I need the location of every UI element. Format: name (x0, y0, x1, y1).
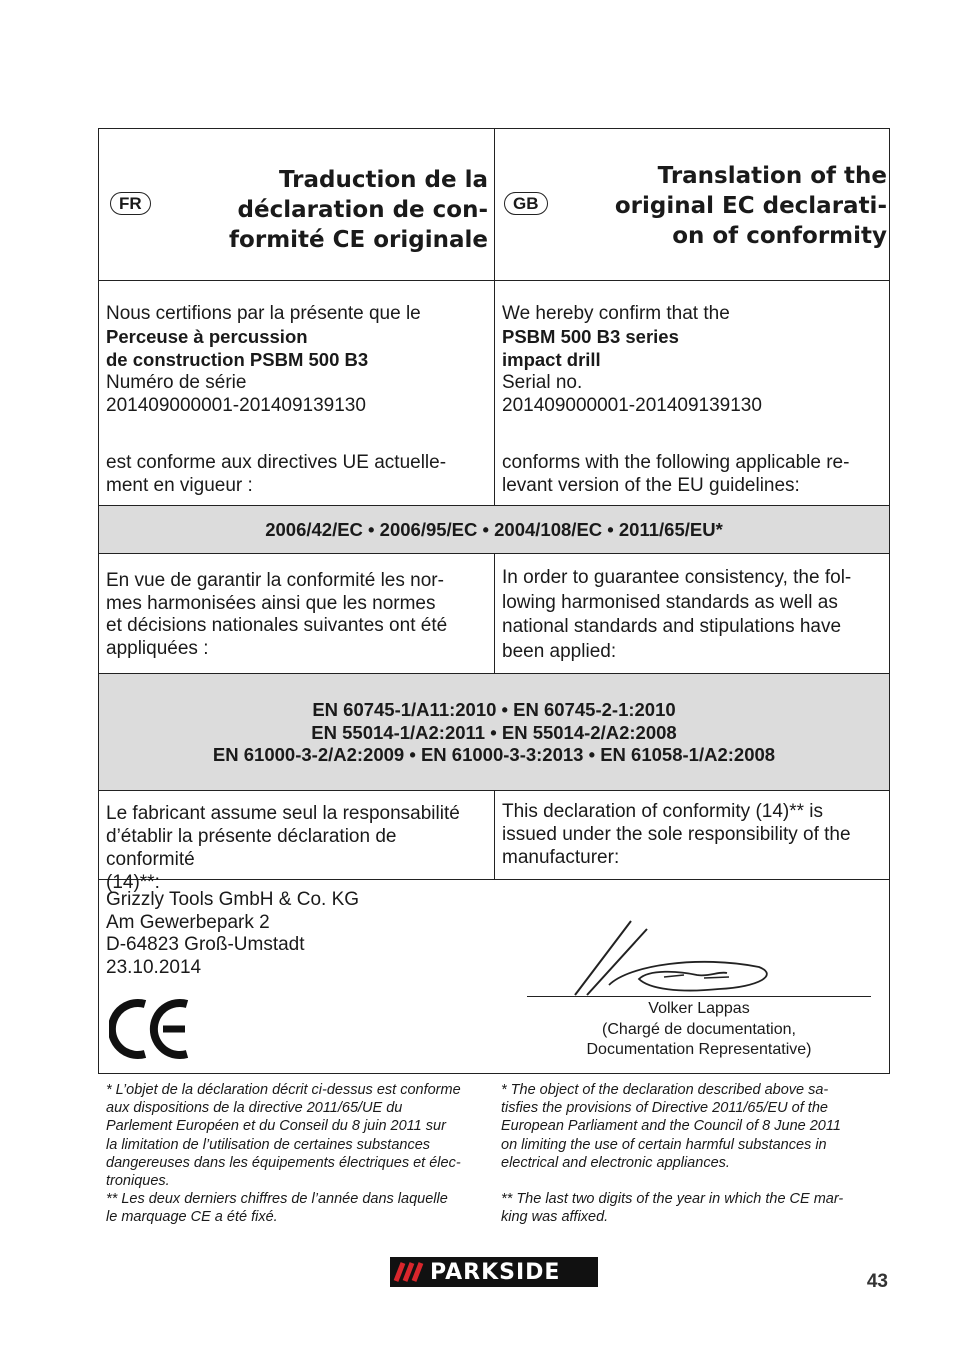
declaration-date: 23.10.2014 (106, 957, 202, 979)
manufacturer-name: Grizzly Tools GmbH & Co. KG (106, 889, 360, 910)
signature-line (527, 996, 871, 997)
fr-footnotes: * L’objet de la déclaration décrit ci-dessus est conforme aux dispositions de la directive 2011/65/UE du Parlement Européen et du Conseil du 8 juin 2011 sur la limitation de l’utilisation de certaines substances dangereuses dans les équipements électriques et élec- troniques. ** Les deux derniers chiffres de l’année dans laquelle le marquage CE a été fixé. (106, 1082, 461, 1226)
manufacturer-city: D-64823 Groß-Umstadt (106, 934, 305, 956)
fr-language-badge: FR (110, 192, 151, 215)
signatory-role-fr: (Chargé de documentation, (602, 1020, 796, 1038)
fr-conforms-text: est conforme aux directives UE actuelle- ment en vigueur : (106, 452, 447, 496)
heading-row (99, 129, 889, 281)
standards-list: EN 60745-1/A11:2010 • EN 60745-2-1:2010 EN 55014-1/A2:2011 • EN 55014-2/A2:2008 EN 61000-3-2/A2:2009 • EN 61000-3-3:2013 • EN 61058-1/A2:2008 (212, 699, 776, 765)
signatory-name: Volker Lappas (648, 1000, 750, 1017)
gb-language-badge: GB (504, 192, 548, 215)
fr-standards-intro: En vue de garantir la conformité les nor- mes harmonisées ainsi que les normes et décisions nationales suivantes ont été appliquées : (106, 570, 448, 659)
page-number: 43 (866, 1271, 888, 1292)
fr-responsibility-text: Le fabricant assume seul la responsabilité d’établir la présente déclaration de conformité (14)**: (106, 803, 460, 893)
gb-heading-cell (495, 129, 889, 280)
signature-image (569, 915, 789, 1000)
manufacturer-street: Am Gewerbepark 2 (106, 911, 270, 933)
standards-row (99, 674, 889, 791)
fr-heading: Traduction de la déclaration de con- formité CE originale (229, 167, 488, 253)
declaration-table (98, 128, 890, 1074)
gb-footnotes: * The object of the declaration described above sa- tisfies the provisions of Directive 2011/65/EU of the European Parliament and the Council of 8 June 2011 on limiting the use of certain harmful substances in electrical and electronic appliances. ** The last two digits of the year in which the CE mar- king was affixed. (501, 1082, 844, 1226)
directives-list: 2006/42/EC • 2006/95/EC • 2004/108/EC • 2011/65/EU* (265, 519, 723, 540)
gb-responsibility-text: This declaration of conformity (14)** is issued under the sole responsibility of the manufacturer: (502, 801, 851, 868)
gb-conforms-text: conforms with the following applicable re- levant version of the EU guidelines: (502, 452, 850, 496)
signatory-block (527, 999, 871, 1061)
parkside-logo (390, 1257, 598, 1287)
slashes-icon (390, 1257, 430, 1287)
responsibility-row (99, 791, 889, 893)
directives-row (99, 506, 889, 554)
brand-name: PARKSIDE (430, 1259, 561, 1285)
fr-heading-cell (99, 129, 495, 280)
signatory-role-gb: Documentation Representative) (586, 1041, 812, 1059)
gb-product-text: We hereby confirm that the PSBM 500 B3 series impact drill Serial no. 201409000001-201409139130 (502, 303, 762, 416)
gb-heading: Translation of the original EC declarati- on of conformity (614, 163, 887, 249)
gb-standards-intro: In order to guarantee consistency, the fol- lowing harmonised standards as well as national standards and stipulations have been applied: (502, 567, 852, 662)
standards-intro-row (99, 554, 889, 674)
fr-product-text: Nous certifions par la présente que le Perceuse à percussion de construction PSBM 500 B3 Numéro de série 201409000001-201409139130 (106, 303, 421, 416)
ce-mark-icon (109, 995, 191, 1063)
product-row (99, 281, 889, 506)
manufacturer-row (99, 880, 889, 1075)
